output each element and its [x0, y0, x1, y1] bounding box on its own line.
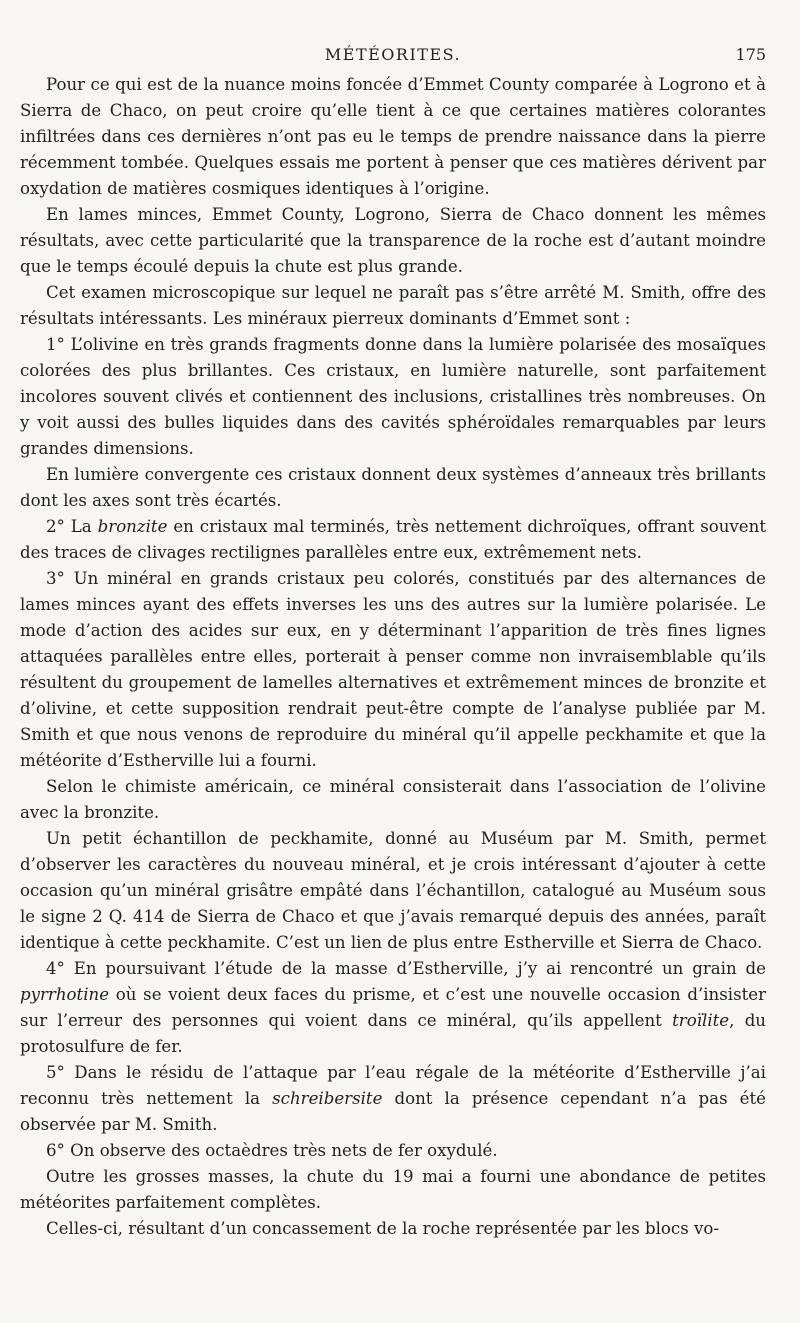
paragraph — [20, 1216, 766, 1242]
paragraph — [20, 1164, 766, 1216]
paragraph — [20, 1060, 766, 1138]
text-run: , du protosulfure de fer. — [20, 1011, 766, 1056]
text-run: Outre les grosses masses, la chute du 19 mai a fourni une abondance de petites météorites parfaitement complètes. — [20, 1167, 766, 1212]
running-head: MÉTÉORITES. — [324, 45, 462, 64]
text-run: Pour ce qui est de la nuance moins foncée d’Emmet County comparée à Logrono et à Sierra de Chaco, on peut croire qu’elle tient à ce que certaines matières colorantes infiltrées dans ces dernières n’ont pas eu le temps de prendre naissance dans la pierre récemment tombée. Quelques essais me portent à penser que ces matières dérivent par oxydation de matières cosmiques identiques à l’origine. — [20, 75, 766, 198]
italic-term: schreibersite — [272, 1089, 383, 1108]
text-run: En lames minces, Emmet County, Logrono, Sierra de Chaco donnent les mêmes résultats, avec cette particularité que la transparence de la roche est d’autant moindre que le temps écoulé depuis la chute est plus grande. — [20, 205, 766, 276]
italic-term: troïlite — [672, 1011, 730, 1030]
italic-term: pyrrhotine — [20, 985, 110, 1004]
text-run: 1° L’olivine en très grands fragments donne dans la lumière polarisée des mosaïques colorées des plus brillantes. Ces cristaux, en lumière naturelle, sont parfaitement incolores souvent clivés et contiennent des inclusions, cristallines très nombreuses. On y voit aussi des bulles liquides dans des cavités sphéroïdales remarquables par leurs grandes dimensions. — [20, 335, 766, 458]
book-page — [20, 38, 766, 1308]
text-run: En lumière convergente ces cristaux donnent deux systèmes d’anneaux très brillants dont les axes sont très écartés. — [20, 465, 766, 510]
paragraph — [20, 332, 766, 462]
paragraph — [20, 956, 766, 1060]
text-run: dont la présence cependant n’a pas été observée par M. Smith. — [20, 1089, 766, 1134]
text-run: Selon le chimiste américain, ce minéral consisterait dans l’association de l’olivine avec la bronzite. — [20, 777, 766, 822]
text-run: Un petit échantillon de peckhamite, donné au Muséum par M. Smith, permet d’observer les caractères du nouveau minéral, et je crois intéressant d’ajouter à cette occasion qu’un minéral grisâtre empâté dans l’échantillon, catalogué au Muséum sous le signe 2 Q. 414 de Sierra de Chaco et que j’avais remarqué depuis des années, paraît identique à cette peckhamite. C’est un lien de plus entre Estherville et Sierra de Chaco. — [20, 829, 766, 952]
text-run: où se voient deux faces du prisme, et c’est une nouvelle occasion d’insister sur l’erreur des personnes qui voient dans ce minéral, qu’ils appellent — [20, 985, 766, 1030]
text-run: 2° La — [46, 517, 98, 536]
page-number: 175 — [735, 45, 766, 64]
text-run: Celles-ci, résultant d’un concassement de la roche représentée par les blocs vo- — [46, 1219, 719, 1238]
paragraph — [20, 774, 766, 826]
text-run: Cet examen microscopique sur lequel ne paraît pas s’être arrêté M. Smith, offre des résultats intéressants. Les minéraux pierreux dominants d’Emmet sont : — [20, 283, 766, 328]
text-run: 5° Dans le résidu de l’attaque par l’eau régale de la météorite d’Estherville j’ai reconnu très nettement la — [20, 1063, 766, 1108]
text-run: en cristaux mal terminés, très nettement dichroïques, offrant souvent des traces de clivages rectilignes parallèles entre eux, extrêmement nets. — [20, 517, 766, 562]
paragraph — [20, 202, 766, 280]
paragraph — [20, 826, 766, 956]
body-text — [20, 72, 766, 1242]
italic-term: bronzite — [97, 517, 168, 536]
page-header — [20, 38, 766, 72]
text-run: 4° En poursuivant l’étude de la masse d’Estherville, j’y ai rencontré un grain de — [46, 959, 766, 978]
text-run: 6° On observe des octaèdres très nets de fer oxydulé. — [46, 1141, 498, 1160]
text-run: 3° Un minéral en grands cristaux peu colorés, constitués par des alternances de lames minces ayant des effets inverses les uns des autres sur la lumière polarisée. Le mode d’action des acides sur eux, en y déterminant l’apparition de très fines lignes attaquées parallèles entre elles, porterait à penser comme non invraisemblable qu’ils résultent du groupement de lamelles alternatives et extrêmement minces de bronzite et d’olivine, et cette supposition rendrait peut-être compte de l’analyse publiée par M. Smith et que nous venons de reproduire du minéral qu’il appelle peckhamite et que la météorite d’Estherville lui a fourni. — [20, 569, 766, 770]
paragraph — [20, 514, 766, 566]
paragraph — [20, 72, 766, 202]
paragraph — [20, 566, 766, 774]
paragraph — [20, 1138, 766, 1164]
paragraph — [20, 280, 766, 332]
paragraph — [20, 462, 766, 514]
